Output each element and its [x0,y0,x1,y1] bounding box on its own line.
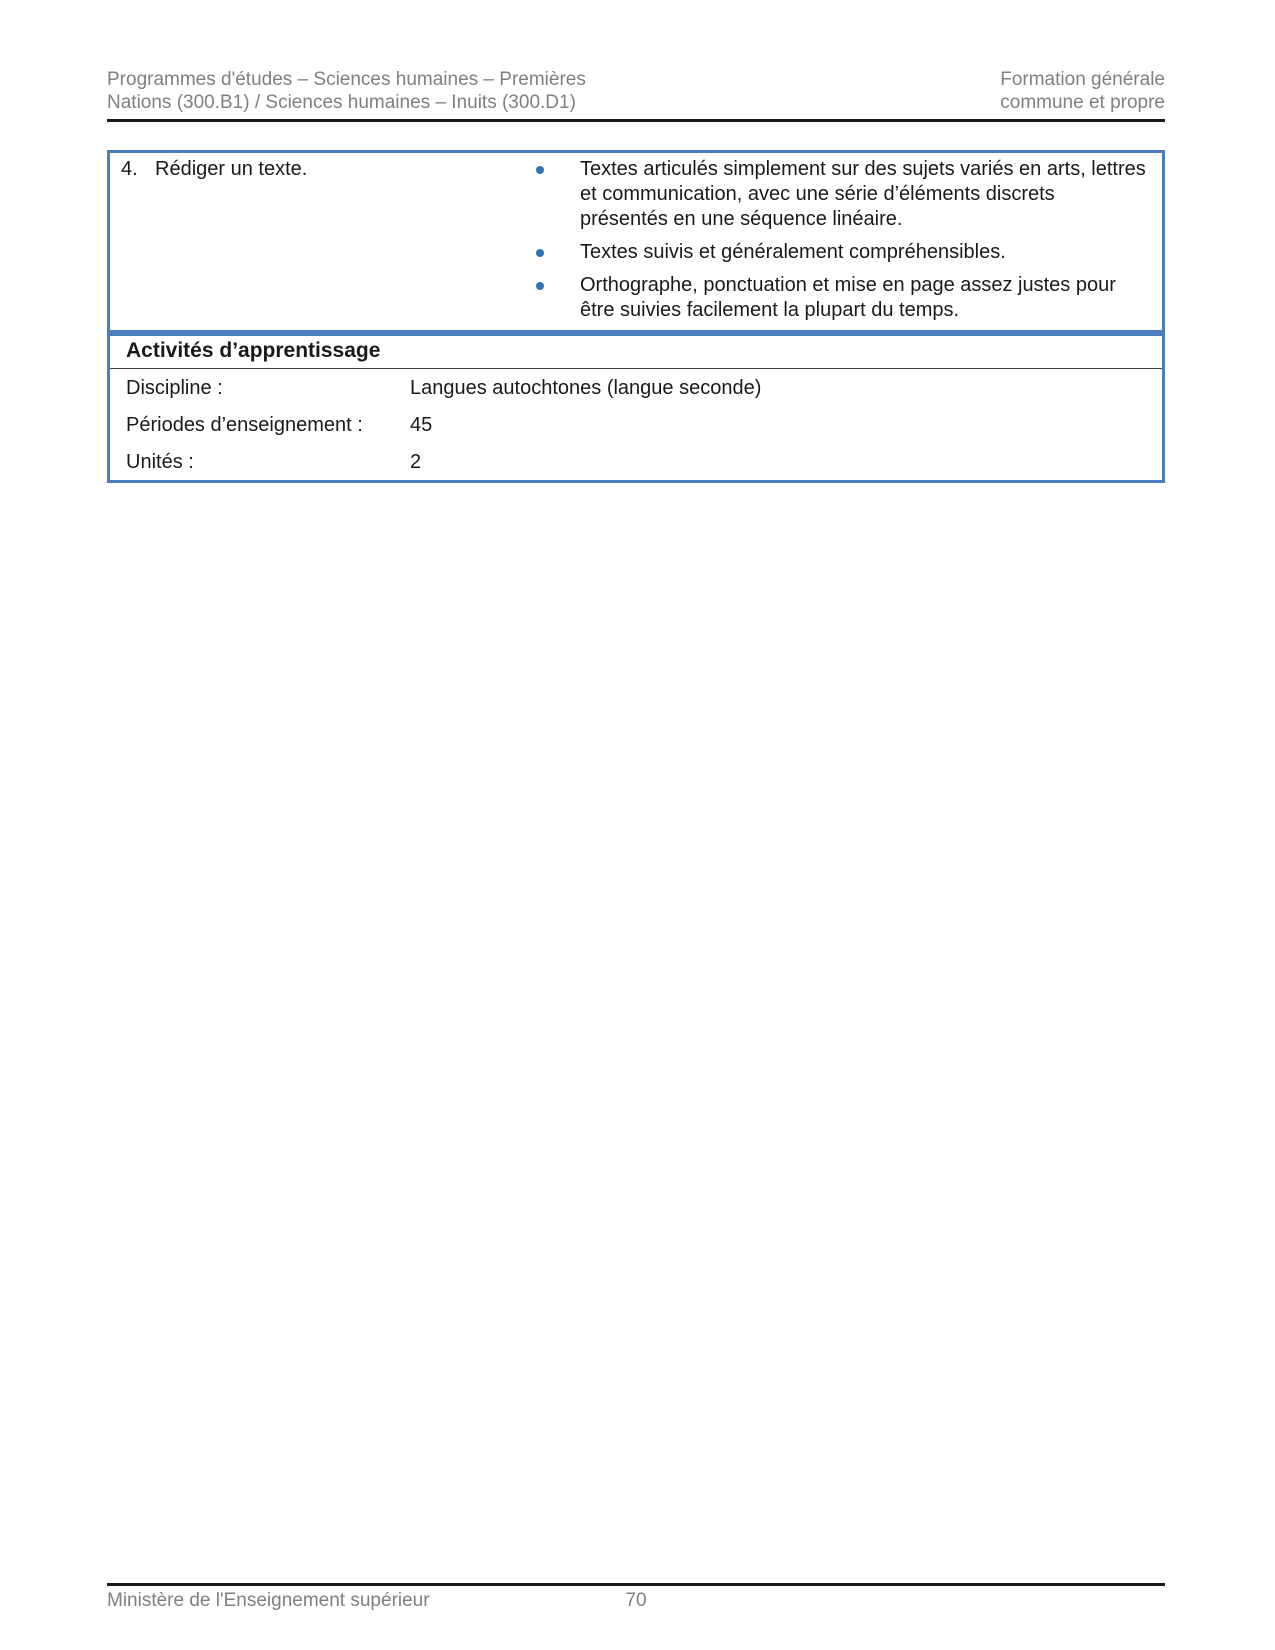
row-value: 45 [410,414,433,436]
row-label: Périodes d’enseignement : [126,414,363,436]
header-left-line2: Nations (300.B1) / Sciences humaines – Inuits (300.D1) [107,91,576,113]
criteria-cell [525,153,1162,333]
header-right-line2: commune et propre [1000,91,1165,113]
criteria-bullet-1 [536,157,1148,232]
header-left-line1: Programmes d'études – Sciences humaines – Premières [107,69,586,90]
header-left-block [107,69,586,114]
row-label: Unités : [126,451,194,473]
bullet-icon [536,166,544,174]
page-header [107,69,1165,122]
criteria-bullet-3 [536,273,1148,323]
objective-label: Rédiger un texte. [155,158,308,180]
page-footer [107,1583,1165,1612]
criteria-text: Textes suivis et généralement compréhensibles. [580,241,1006,263]
criteria-text: Orthographe, ponctuation et mise en page assez justes pour être suivies facilement la plupart du temps. [580,274,1116,321]
criteria-bullet-2 [536,240,1148,265]
activities-table [107,330,1165,483]
criteria-text: Textes articulés simplement sur des sujets variés en arts, lettres et communication, avec une série d’éléments discrets présentés en une séquence linéaire. [580,158,1146,230]
page-number: 70 [625,1590,647,1611]
activities-table-title: Activités d’apprentissage [110,333,1162,369]
table-row [110,406,1162,443]
row-value: 2 [410,451,422,473]
footer-ministry-label: Ministère de l'Enseignement supérieur [107,1590,430,1611]
bullet-icon [536,249,544,257]
row-value: Langues autochtones (langue seconde) [410,377,762,399]
table-row [110,443,1162,480]
objective-cell [110,153,525,333]
bullet-icon [536,282,544,290]
row-label: Discipline : [126,377,223,399]
table-row [110,369,1162,406]
objective-table [107,150,1165,336]
header-right-line1: Formation générale [1000,69,1165,90]
header-right-block [1000,69,1165,114]
footer-row [107,1586,1165,1612]
objective-number: 4. [121,158,138,180]
